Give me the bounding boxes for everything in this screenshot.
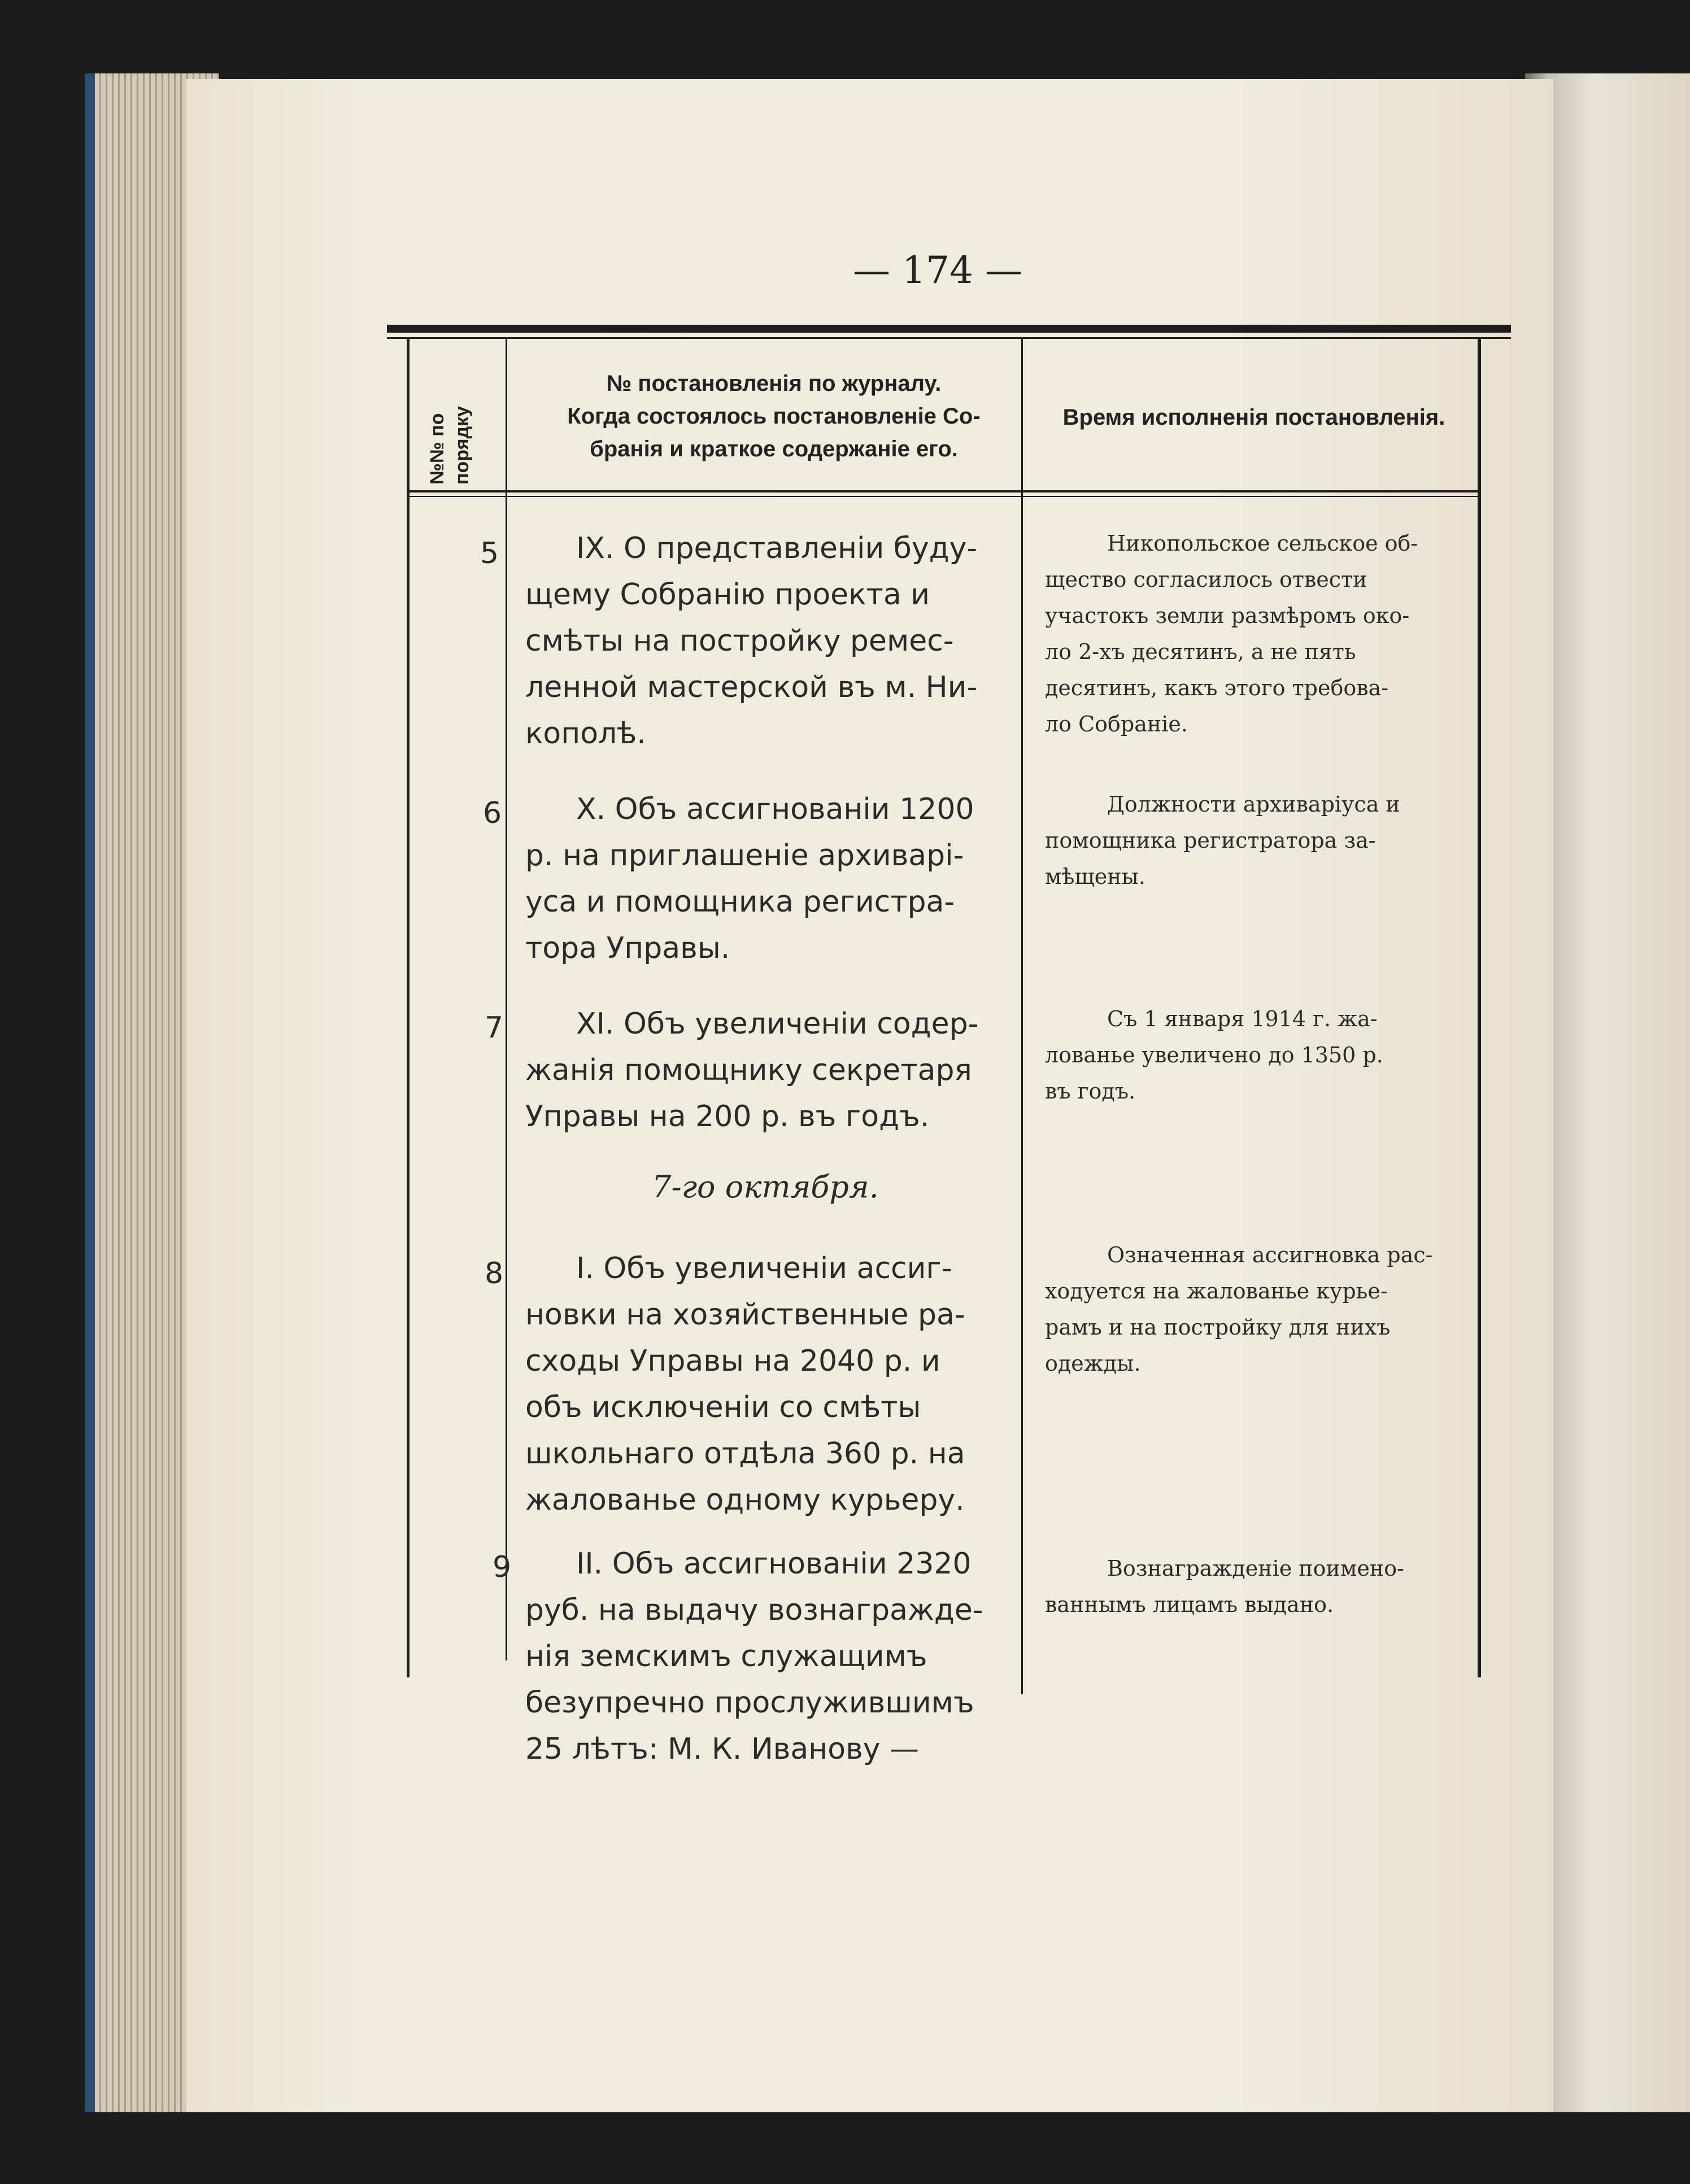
- column-line-mid: [1021, 339, 1023, 1694]
- row-number: 9: [493, 1550, 512, 1584]
- execution-note: Должности архиваріуса и помощника регистратора за- мѣщены.: [1045, 792, 1400, 889]
- table-top-rule: [387, 325, 1511, 333]
- row-number: 8: [485, 1257, 504, 1291]
- column-line-right: [1478, 339, 1481, 1677]
- table-top-rule-thin: [387, 337, 1511, 339]
- resolution-entry: I. Объ увеличеніи ассиг- новки на хозяйственные ра- сходы Управы на 2040 р. и объ исключеніи со смѣты школьнаго отдѣла 360 р. на жалованье одному курьеру.: [525, 1252, 965, 1517]
- resolution-entry: X. Объ ассигнованіи 1200 р. на приглашеніе архиварі- уса и помощника регистра- тора Управы.: [525, 792, 974, 965]
- row-number: 6: [483, 796, 502, 830]
- row-number: 5: [480, 537, 499, 570]
- header-bottom-rule: [407, 490, 1480, 492]
- execution-note: Означенная ассигновка рас- ходуется на жалованье курье- рамъ и на постройку для нихъ одежды.: [1045, 1243, 1433, 1376]
- execution-note: Никопольское сельское об- щество согласилось отвести участокъ земли размѣромъ око- ло 2-хъ десятинъ, а не пять десятинъ, какъ этого требова- ло Собраніе.: [1045, 531, 1418, 736]
- resolution-entry: XI. Объ увеличеніи содер- жанія помощнику секретаря Управы на 200 р. въ годъ.: [525, 1007, 979, 1134]
- column-line-left: [407, 339, 410, 1677]
- row-number: 7: [485, 1011, 504, 1045]
- page-number: — 174 —: [853, 249, 1022, 292]
- header-bottom-rule-thin: [407, 496, 1480, 497]
- header-resolution-content: № постановленія по журналу. Когда состоялось постановленіе Со- бранія и краткое содержаніе его.: [567, 371, 981, 461]
- execution-note: Съ 1 января 1914 г. жа- лованье увеличено до 1350 р. въ годъ.: [1045, 1006, 1383, 1104]
- date-heading: 7-го октября.: [652, 1169, 879, 1205]
- resolution-entry: II. Объ ассигнованіи 2320 руб. на выдачу вознагражде- нія земскимъ служащимъ безупречно прослужившимъ 25 лѣтъ: М. К. Иванову —: [525, 1547, 983, 1766]
- header-execution-time: Время исполненія постановленія.: [1062, 405, 1445, 430]
- execution-note: Вознагражденіе поимено- ваннымъ лицамъ выдано.: [1045, 1556, 1404, 1617]
- resolution-entry: IX. О представленіи буду- щему Собранію проекта и смѣты на постройку ремес- ленной мастерской въ м. Ни- кополѣ.: [525, 531, 978, 751]
- header-order-number: №№ по порядку: [426, 406, 473, 485]
- column-line-num: [506, 339, 507, 1660]
